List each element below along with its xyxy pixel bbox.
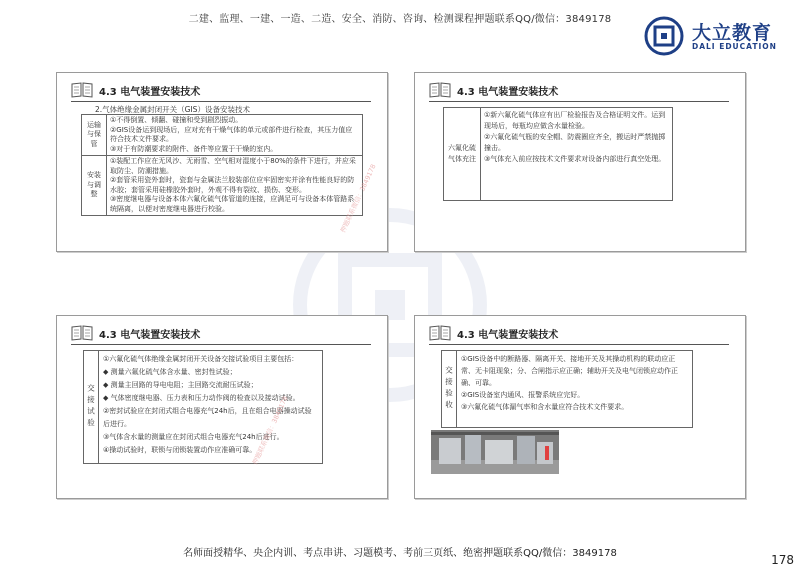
table-row <box>82 115 363 156</box>
text-line: ③密度继电器与设备本体六氟化硫气体管道的连接，应满足可与设备本体管路系统隔离，以便对密度继电器进行校验。 <box>110 195 355 213</box>
gis-table <box>81 114 363 216</box>
row-content <box>107 115 363 156</box>
handover-acceptance-box <box>441 350 693 428</box>
text-line: ③六氟化硫气体漏气率和含水量应符合技术文件要求。 <box>461 403 629 411</box>
text-line: ◆ 测量六氟化硫气体含水量、密封性试验； <box>103 368 237 376</box>
slide-title <box>71 324 200 342</box>
title-rule <box>429 344 729 345</box>
text-line: ①不得倒置、倾翻、碰撞和受到剧烈振动。 <box>110 116 243 124</box>
text-line: ①装配工作应在无风沙、无雨雪、空气相对湿度小于80%的条件下进行，并应采取防尘、防潮措施。 <box>110 157 356 175</box>
box-content <box>480 108 672 200</box>
row-content <box>107 156 363 216</box>
text-line: ◆ 气体密度继电器、压力表和压力动作阀的检查以及接动试验。 <box>103 394 300 402</box>
title-rule <box>71 344 371 345</box>
header-banner: 二建、监理、一建、一造、二造、安全、消防、咨询、检测课程押题联系QQ/微信：3849178 <box>188 14 612 25</box>
text-line: ①六氟化硫气体绝缘金属封闭开关设备交接试验项目主要包括： <box>103 355 299 363</box>
text-line: ②套管采用瓷外套时，瓷套与金属法兰胶装部位应牢固密实并涂有性能良好的防水胶；套管采用硅橡胶外套时，外观不得有裂纹、损伤、变形。 <box>110 176 355 194</box>
book-icon <box>429 325 451 341</box>
text-line: ②六氟化硫气瓶的安全帽、防震圈应齐全，搬运时严禁抛掷撞击。 <box>484 133 666 152</box>
text-line: ②密封试验应在封闭式组合电器充气24h后，且在组合电器操动试验后进行。 <box>103 407 312 428</box>
slide-title <box>71 81 200 99</box>
text-line: ③气体含水量的测量应在封闭式组合电器充气24h后进行。 <box>103 433 284 441</box>
footer-banner: 名师面授精华、央企内训、考点串讲、习题模考、考前三页纸、绝密押题联系QQ/微信：3849178 <box>183 548 617 559</box>
text-line: ②GIS设备室内通风、报警系统应完好。 <box>461 391 585 399</box>
text-line: ②GIS设备运到现场后，应对充有干燥气体的单元或部件进行检查，其压力值应符合技术文件要求。 <box>110 125 353 143</box>
slide-handover-acceptance <box>414 315 746 499</box>
text-line: ◆ 测量主回路的导电电阻；主回路交流耐压试验； <box>103 381 258 389</box>
title-rule <box>429 101 729 102</box>
box-category: 交接验收 <box>442 351 457 427</box>
slide-title-text: 4.3 电气装置安装技术 <box>99 86 201 98</box>
logo-name-cn: 大立教育 <box>692 22 773 44</box>
watermark-text: 押题联系微信：3849178 <box>250 394 290 466</box>
table-row <box>82 156 363 216</box>
watermark-text: 押题联系微信：3849178 <box>338 162 378 234</box>
slide-title <box>429 81 558 99</box>
text-line: ①新六氟化硫气体应有出厂检验报告及合格证明文件。运到现场后，每瓶均应做含水量检验。 <box>484 111 666 130</box>
sf6-filling-box <box>443 107 673 201</box>
box-content <box>99 351 322 463</box>
text-line: ①GIS设备中的断路器、隔离开关、接地开关及其操动机构的联动应正常、无卡阻现象；分、合闸指示应正确；辅助开关及电气闭锁应动作正确、可靠。 <box>461 355 678 387</box>
page-number: 178 <box>771 553 794 567</box>
logo <box>644 16 784 56</box>
slide-title <box>429 324 558 342</box>
text-line: ③气体充入前应按技术文件要求对设备内部进行真空处理。 <box>484 155 666 163</box>
slide-subtitle: 2.气体绝缘金属封闭开关（GIS）设备安装技术 <box>95 105 250 114</box>
handover-test-box <box>83 350 323 464</box>
slide-sf6-filling <box>414 72 746 252</box>
gis-equipment-photo <box>431 430 559 474</box>
slide-gis-installation <box>56 72 388 252</box>
book-icon <box>71 325 93 341</box>
slide-title-text: 4.3 电气装置安装技术 <box>99 329 201 341</box>
row-category: 安装与调整 <box>82 156 107 216</box>
box-category: 六氟化硫气体充注 <box>444 108 481 200</box>
book-icon <box>429 82 451 98</box>
text-line: ④操动试验时，联锁与闭锁装置动作应准确可靠。 <box>103 446 257 454</box>
row-category: 运输与保管 <box>82 115 107 156</box>
box-category: 交接试验 <box>84 351 99 463</box>
book-icon <box>71 82 93 98</box>
slide-title-text: 4.3 电气装置安装技术 <box>457 86 559 98</box>
title-rule <box>71 101 371 102</box>
logo-name-en: DALI EDUCATION <box>692 42 777 51</box>
box-content <box>457 351 692 427</box>
gis-equipment-image <box>431 430 559 474</box>
slide-title-text: 4.3 电气装置安装技术 <box>457 329 559 341</box>
dali-logo-icon <box>644 16 684 56</box>
text-line: ③对于有防潮要求的附件、备件等应置于干燥的室内。 <box>110 144 278 153</box>
slide-handover-test <box>56 315 388 499</box>
